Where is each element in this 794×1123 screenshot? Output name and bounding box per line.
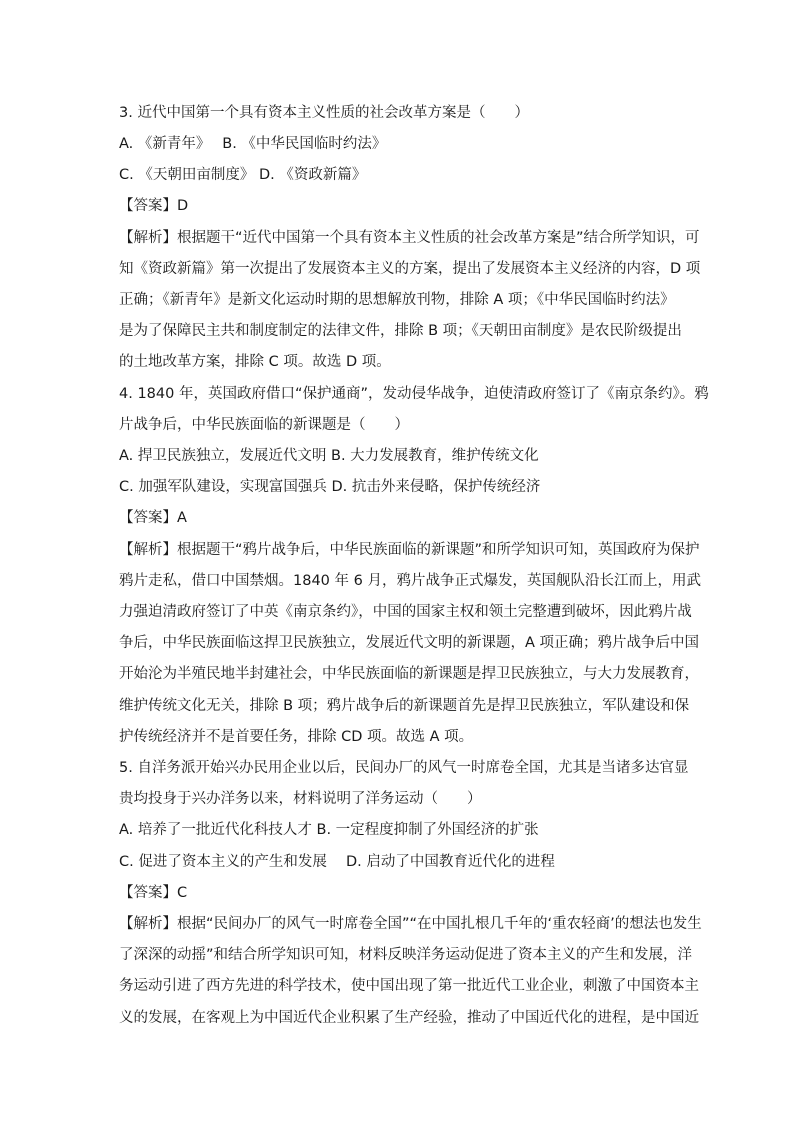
q5-analysis-line-1: 【解析】根据“民间办厂的风气一时席卷全国”“在中国扎根几千年的‘重农轻商’的想法也发生 bbox=[119, 916, 702, 932]
q4-analysis-line-5: 开始沦为半殖民地半封建社会，中华民族面临的新课题是捍卫民族独立，与大力发展教育， bbox=[119, 666, 699, 682]
q3-analysis-line-3: 正确；《新青年》是新文化运动时期的思想解放刊物，排除 A 项；《中华民国临时约法》 bbox=[119, 292, 675, 308]
q3-options-ab: A. 《新青年》 B. 《中华民国临时约法》 bbox=[119, 136, 387, 152]
q5-options-ab: A. 培养了一批近代化科技人才 B. 一定程度抑制了外国经济的扩张 bbox=[119, 822, 539, 838]
q4-stem-line-1: 4. 1840 年，英国政府借口“保护通商”，发动侵华战争，迫使清政府签订了《南京条约》。鸦 bbox=[119, 386, 709, 402]
q3-analysis-line-4: 是为了保障民主共和制度制定的法律文件，排除 B 项；《天朝田亩制度》是农民阶级提出 bbox=[119, 323, 682, 339]
q5-analysis-line-4: 义的发展，在客观上为中国近代企业积累了生产经验，推动了中国近代化的进程，是中国近 bbox=[119, 1010, 699, 1026]
q5-answer: 【答案】C bbox=[119, 885, 188, 901]
q4-analysis-line-2: 鸦片走私，借口中国禁烟。1840 年 6 月，鸦片战争正式爆发，英国舰队沿长江而上，用武 bbox=[119, 573, 701, 589]
q5-options-cd: C. 促进了资本主义的产生和发展 D. 启动了中国教育近代化的进程 bbox=[119, 854, 555, 870]
q4-options-ab: A. 捍卫民族独立，发展近代文明 B. 大力发展教育，维护传统文化 bbox=[119, 448, 539, 464]
q4-analysis-line-3: 力强迫清政府签订了中英《南京条约》，中国的国家主权和领土完整遭到破坏，因此鸦片战 bbox=[119, 604, 692, 620]
q4-analysis-line-1: 【解析】根据题干“鸦片战争后，中华民族面临的新课题”和所学知识可知，英国政府为保护 bbox=[119, 542, 700, 558]
q3-analysis-line-5: 的土地改革方案，排除 C 项。故选 D 项。 bbox=[119, 354, 391, 370]
q5-analysis-line-3: 务运动引进了西方先进的科学技术，使中国出现了第一批近代工业企业，刺激了中国资本主 bbox=[119, 978, 699, 994]
q4-stem-line-2: 片战争后，中华民族面临的新课题是（ ） bbox=[119, 417, 409, 433]
q3-analysis-line-1: 【解析】根据题干“近代中国第一个具有资本主义性质的社会改革方案是”结合所学知识，可 bbox=[119, 230, 700, 246]
q4-analysis-line-4: 争后，中华民族面临这捍卫民族独立，发展近代文明的新课题，A 项正确；鸦片战争后中国 bbox=[119, 635, 700, 651]
q4-analysis-line-6: 维护传统文化无关，排除 B 项；鸦片战争后的新课题首先是捍卫民族独立，军队建设和保 bbox=[119, 698, 690, 714]
q4-analysis-line-7: 护传统经济并不是首要任务，排除 CD 项。故选 A 项。 bbox=[119, 729, 474, 745]
q4-answer: 【答案】A bbox=[119, 510, 187, 526]
q4-options-cd: C. 加强军队建设，实现富国强兵 D. 抗击外来侵略，保护传统经济 bbox=[119, 479, 541, 495]
q5-analysis-line-2: 了深深的动摇”和结合所学知识可知，材料反映洋务运动促进了资本主义的产生和发展，洋 bbox=[119, 947, 693, 963]
q5-stem-line-2: 贵均投身于兴办洋务以来，材料说明了洋务运动（ ） bbox=[119, 791, 482, 807]
q3-answer: 【答案】D bbox=[119, 198, 189, 214]
q3-stem: 3. 近代中国第一个具有资本主义性质的社会改革方案是（ ） bbox=[119, 105, 529, 121]
q3-analysis-line-2: 知《资政新篇》第一次提出了发展资本主义的方案，提出了发展资本主义经济的内容，D 项 bbox=[119, 261, 701, 277]
q5-stem-line-1: 5. 自洋务派开始兴办民用企业以后，民间办厂的风气一时席卷全国，尤其是当诸多达官显 bbox=[119, 760, 689, 776]
q3-options-cd: C. 《天朝田亩制度》 D. 《资政新篇》 bbox=[119, 167, 367, 183]
